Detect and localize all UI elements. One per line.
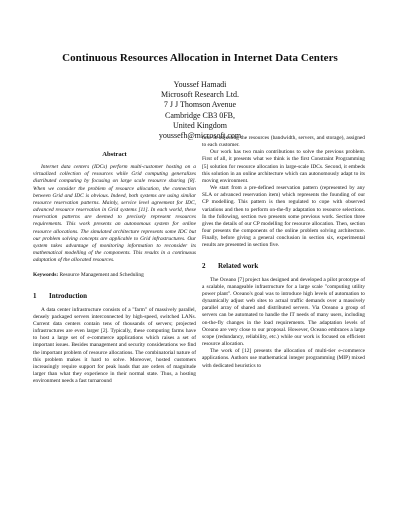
related-paragraph-1: The Oceano [7] project has designed and developed a pilot prototype of a scalable, manageable infrastructure for a large scale "computing utility power plant". Oceano's goal was to introduce high levels of automation to dynamically adjust web sites to actual traffic demands over a massively parallel array of shared and distributed servers. Via Oceano a group of servers can be automated to handle the IT needs of many users, including on-the-fly changes in the load requirements. The adaptation levels of Oceano are very close to our proposal. However, Oceano embraces a large scope (redundancy, reliability, etc.) while our work is focused on efficient resource allocation. <box>202 276 365 348</box>
keywords-line <box>33 272 196 279</box>
section-number: 2 <box>202 261 206 270</box>
left-column <box>33 151 196 385</box>
keywords-text: Resource Management and Scheduling <box>59 272 144 279</box>
section-heading-introduction <box>33 293 196 300</box>
author-address-line-1: 7 J J Thomson Avenue <box>163 100 237 110</box>
author-address-line-2: Cambridge CB3 0FB, <box>164 110 235 120</box>
author-email: youssefh@microsoft.com <box>158 131 242 141</box>
intro-paragraph-1: A data center infrastructure consists of a "farm" of massively parallel, densely packaged servers interconnected by high-speed, switched LANs. Current data centers contain tens of thousands of servers; projected infrastructures are even larger [2]. Typically, these computing farms have to host a large set of e-commerce applications which raises a set of important issues. Besides management and security considerations we find the important problem of resource allocations. The combinatorial nature of this problem makes it hard to solve. Moreover, hosted customers increasingly require support for peak loads that are orders of magnitude larger than what they experience in their normal state. Thus, a hosting environment needs a fast turnaround <box>33 306 196 385</box>
right-column <box>202 135 365 370</box>
author-block <box>0 80 400 141</box>
author-affiliation: Microsoft Research Ltd. <box>161 90 239 100</box>
keywords-label: Keywords: <box>33 272 59 279</box>
paper-title: Continuous Resources Allocation in Internet Data Centers <box>62 52 338 64</box>
section-heading-related-work <box>202 263 365 270</box>
section-number: 1 <box>33 291 37 300</box>
section-title: Related work <box>218 261 259 270</box>
right-paragraph-3: We start from a pre-defined reservation pattern (represented by any SLA or advanced reservation item) which represents the founding of our CP modelling. This pattern is then regulated to cope with observed variations and then to perform on-the-fly adaptation to resource selections. In the following, section two presents some previous work. Section three gives the details of our CP modelling for resource allocation. Then, section four presents the components of the online problem solving architecture. Finally, before giving a general conclusion in section six, experimental results are presented in section five. <box>202 185 365 249</box>
right-paragraph-1: time in adjusting the resources (bandwidth, servers, and storage), assigned to each customer. <box>202 135 365 149</box>
abstract-heading: Abstract <box>102 151 127 158</box>
abstract-text: Internet data centers (IDCs) perform multi-customer hosting on a virtualized collection of resources while Grid computing generalizes distributed computing by focusing on large scale resource sharing [8]. When we consider the problem of resource allocation, the connection between Grid and IDC is obvious. Indeed, both systems are using similar resource reservation patterns. Mainly, service level agreement for IDC, advanced resource reservation in Grid systems [11]. In each world, these reservation patterns are deemed to precisely represent resources requirements. This work presents an autonomous system for online resource allocations. The simulated architecture represents some IDC but our problem solving concepts are applicable to Grid infrastructures. Our system takes advantage of monitoring information to reconsider its mathematical modelling of the components. This results in a continuous adaptation of the allocated resources. <box>33 164 196 264</box>
section-title: Introduction <box>49 291 87 300</box>
author-country: United Kingdom <box>173 120 227 130</box>
right-paragraph-2: Our work has two main contributions to solve the previous problem. First of all, it presents what we think is the first Constraint Programming [5] solution for resource allocation in large-scale IDCs. Second, it embeds this solution in an online architecture which can autonomously adapt to its moving environment. <box>202 149 365 184</box>
related-paragraph-2: The work of [12] presents the allocation of multi-tier e-commerce applications. Authors use mathematical integer programming (MIP) mixed with dedicated heuristics to <box>202 348 365 369</box>
author-name: Youssef Hamadi <box>173 80 227 89</box>
